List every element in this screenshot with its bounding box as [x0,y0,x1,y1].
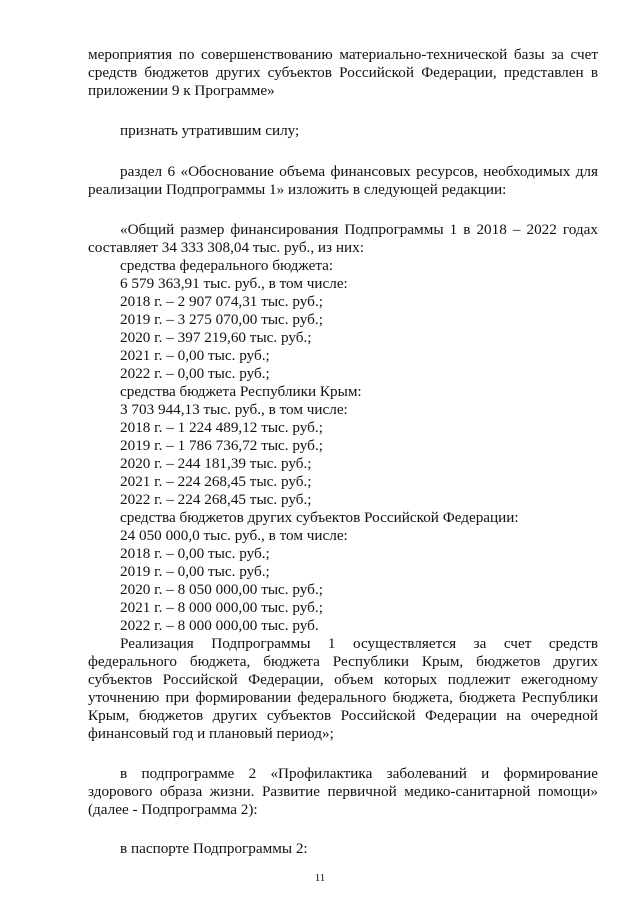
funding-line: 2018 г. – 0,00 тыс. руб.; [120,545,270,562]
funding-line: 2019 г. – 3 275 070,00 тыс. руб.; [120,311,323,328]
text-line: субъектов Российской Федерации, объем которых подлежит ежегодному [88,671,598,688]
funding-line: 2020 г. – 8 050 000,00 тыс. руб.; [120,581,323,598]
text-line: раздел 6 «Обоснование объема финансовых ресурсов, необходимых для [120,163,598,180]
text-line: (далее - Подпрограмма 2): [88,801,258,818]
text-line: здорового образа жизни. Развитие первичной медико-санитарной помощи» [88,783,598,800]
funding-line: 3 703 944,13 тыс. руб., в том числе: [120,401,348,418]
text-line: «Общий размер финансирования Подпрограммы 1 в 2018 – 2022 годах [120,221,598,238]
funding-line: 2019 г. – 0,00 тыс. руб.; [120,563,270,580]
text-line: федерального бюджета, бюджета Республики Крым, бюджетов других [88,653,598,670]
funding-line: 2020 г. – 244 181,39 тыс. руб.; [120,455,312,472]
text-line: реализации Подпрограммы 1» изложить в следующей редакции: [88,181,507,198]
funding-line: 2021 г. – 0,00 тыс. руб.; [120,347,270,364]
funding-line: 2022 г. – 224 268,45 тыс. руб.; [120,491,312,508]
funding-line: 2022 г. – 8 000 000,00 тыс. руб. [120,617,319,634]
funding-line: 2021 г. – 8 000 000,00 тыс. руб.; [120,599,323,616]
funding-line: 24 050 000,0 тыс. руб., в том числе: [120,527,348,544]
funding-line: 2021 г. – 224 268,45 тыс. руб.; [120,473,312,490]
text-line: финансовый год и плановый период»; [88,725,334,742]
text-line: в паспорте Подпрограммы 2: [120,840,308,857]
text-line: Реализация Подпрограммы 1 осуществляется за счет средств [120,635,598,652]
funding-line: 2018 г. – 1 224 489,12 тыс. руб.; [120,419,323,436]
funding-line: 2020 г. – 397 219,60 тыс. руб.; [120,329,312,346]
text-line: в подпрограмме 2 «Профилактика заболеваний и формирование [120,765,598,782]
text-line: составляет 34 333 308,04 тыс. руб., из них: [88,239,364,256]
text-line: Крым, бюджетов других субъектов Российской Федерации на очередной [88,707,598,724]
funding-line: 2018 г. – 2 907 074,31 тыс. руб.; [120,293,323,310]
funding-line: 2019 г. – 1 786 736,72 тыс. руб.; [120,437,323,454]
funding-line: 6 579 363,91 тыс. руб., в том числе: [120,275,348,292]
funding-line: средства бюджетов других субъектов Российской Федерации: [120,509,519,526]
text-line: средств бюджетов других субъектов Российской Федерации, представлен в [88,64,598,81]
funding-line: средства бюджета Республики Крым: [120,383,362,400]
funding-line: средства федерального бюджета: [120,257,334,274]
funding-line: 2022 г. – 0,00 тыс. руб.; [120,365,270,382]
text-line: приложении 9 к Программе» [88,82,275,99]
text-line: мероприятия по совершенствованию материально-технической базы за счет [88,46,598,63]
page-number: 11 [314,872,326,884]
text-line: признать утратившим силу; [120,122,300,139]
text-line: уточнению при формировании федерального бюджета, бюджета Республики [88,689,598,706]
